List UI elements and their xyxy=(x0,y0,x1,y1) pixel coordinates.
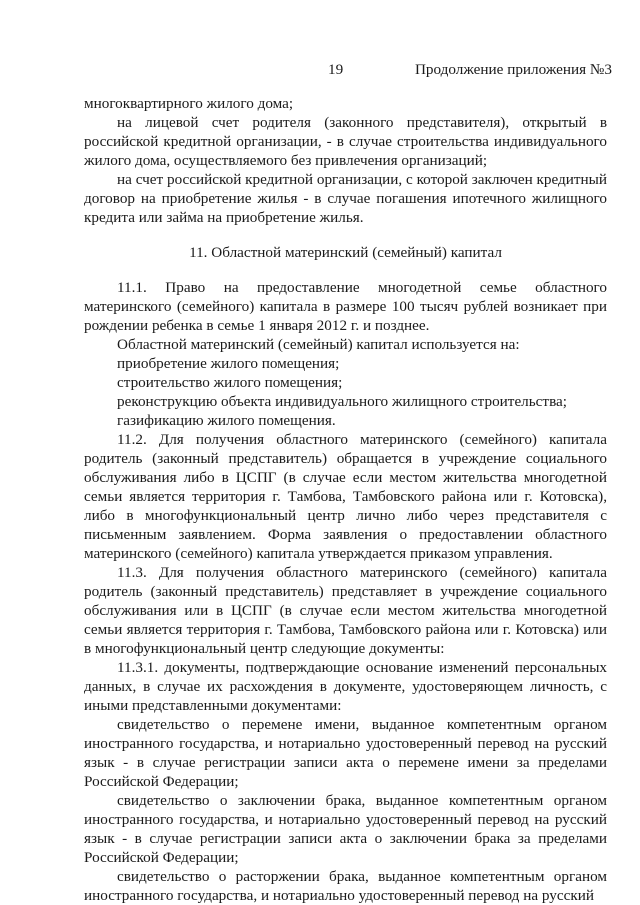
paragraph: свидетельство о заключении брака, выданное компетентным органом иностранного государства, и нотариально удостоверенный перевод на русский язык - в случае регистрации записи акта о заключении брака за пределами Российской Федерации; xyxy=(84,792,607,866)
list-item: приобретение жилого помещения; xyxy=(117,355,340,372)
section-heading: 11. Областной материнский (семейный) капитал xyxy=(189,244,502,261)
paragraph: на счет российской кредитной организации, с которой заключен кредитный договор на приобретение жилья - в случае погашения ипотечного жилищного кредита или займа на приобретение жилья. xyxy=(84,171,607,226)
paragraph: на лицевой счет родителя (законного представителя), открытый в российской кредитной организации, - в случае строительства индивидуального жилого дома, осуществляемого без привлечения организаций; xyxy=(84,114,607,169)
list-item: строительство жилого помещения; xyxy=(117,374,343,391)
paragraph: 11.3. Для получения областного материнского (семейного) капитала родитель (законный представитель) представляет в учреждение социального обслуживания или в ЦСПГ (в случае если местом жительства многодетной семьи является территория г. Тамбова, Тамбовского района или г. Котовска) или в многофункциональный центр следующие документы: xyxy=(84,564,607,657)
list-item: реконструкцию объекта индивидуального жилищного строительства; xyxy=(117,393,567,410)
paragraph: 11.3.1. документы, подтверждающие основание изменений персональных данных, в случае их расхождения в документе, удостоверяющем личность, с иными представленными документами: xyxy=(84,659,607,714)
paragraph: 11.1. Право на предоставление многодетной семье областного материнского (семейного) капитала в размере 100 тысяч рублей возникает при рождении ребенка в семье 1 января 2012 г. и позднее. xyxy=(84,279,607,334)
list-intro: Областной материнский (семейный) капитал используется на: xyxy=(117,336,520,353)
list-item: газификацию жилого помещения. xyxy=(117,412,336,429)
paragraph: 11.2. Для получения областного материнского (семейного) капитала родитель (законный представитель) обращается в учреждение социального обслуживания либо в ЦСПГ (в случае если местом жительства многодетной семьи является территория г. Тамбова, Тамбовского района или г. Котовска), либо в многофункциональный центр лично либо через представителя с письменным заявлением. Форма заявления о предоставлении областного материнского (семейного) капитала утверждается приказом управления. xyxy=(84,431,607,562)
paragraph: свидетельство о расторжении брака, выданное компетентным органом иностранного государства, и нотариально удостоверенный перевод на русский xyxy=(84,868,607,904)
paragraph: свидетельство о перемене имени, выданное компетентным органом иностранного государства, и нотариально удостоверенный перевод на русский язык - в случае регистрации записи акта о перемене имени за пределами Российской Федерации; xyxy=(84,716,607,790)
paragraph: многоквартирного жилого дома; xyxy=(84,95,294,112)
page-number: 19 xyxy=(328,61,344,78)
document-body xyxy=(84,94,607,905)
appendix-note: Продолжение приложения №3 xyxy=(414,61,612,78)
page-header xyxy=(0,60,640,80)
